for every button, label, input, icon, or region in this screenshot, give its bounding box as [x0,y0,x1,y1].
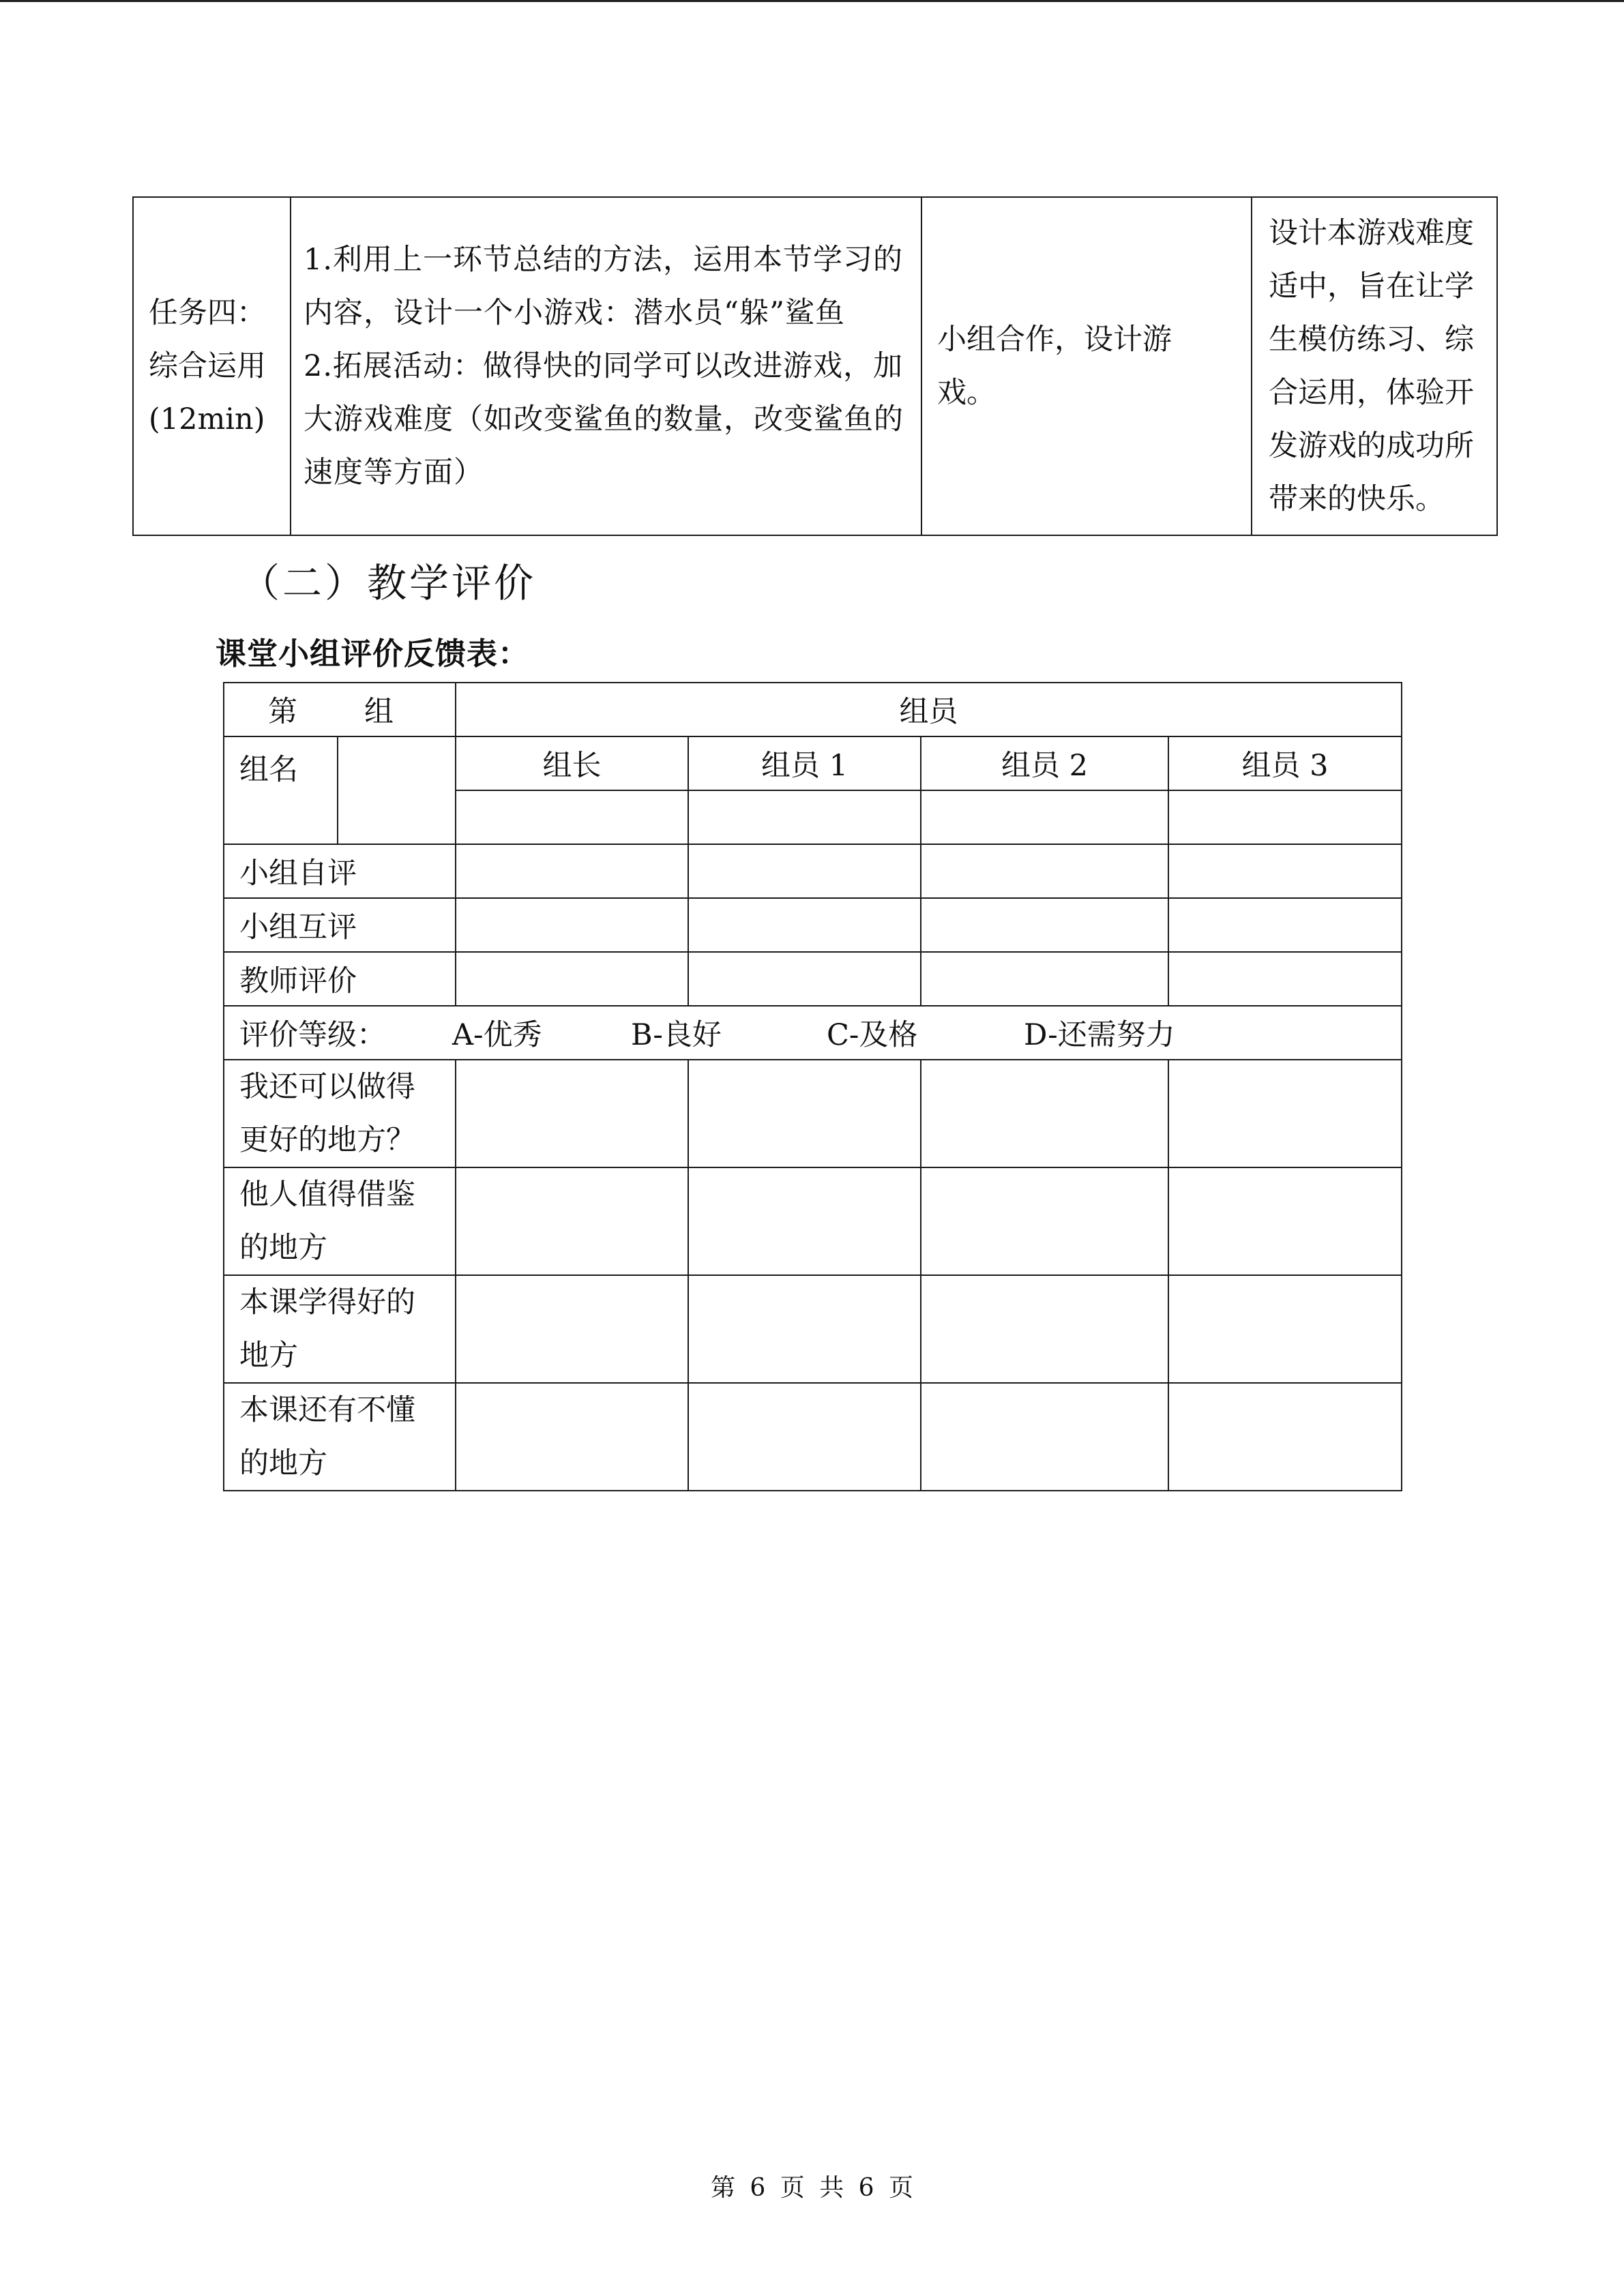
column-header-member-3: 组员 3 [1168,736,1402,790]
group-name-label: 组名 [224,736,338,844]
table-cell[interactable] [456,1275,688,1383]
group-number-cell [224,683,456,736]
not-understood-question [224,1383,456,1491]
task-row [133,197,1497,535]
table-cell[interactable] [1168,844,1402,898]
group-label-first: 第 [268,695,297,729]
column-header-member-2: 组员 2 [921,736,1168,790]
self-eval-row [224,844,1402,898]
question-line: 他人值得借鉴 [239,1178,415,1212]
table-cell[interactable] [688,1383,921,1491]
improve-question [224,1060,456,1167]
task-content-line: 内容，设计一个小游戏：潜水员“躲”鲨鱼 [304,296,845,330]
intent-line: 带来的快乐。 [1269,482,1445,516]
table-cell[interactable] [688,1060,921,1167]
table-cell[interactable] [921,898,1168,952]
members-header: 组员 [456,683,1402,736]
group-label-second: 组 [364,695,394,729]
table-cell[interactable] [688,898,921,952]
task-name-line: 综合运用 [149,349,266,383]
grade-d: D-还需努力 [1024,1018,1175,1052]
table-cell[interactable] [688,844,921,898]
table-cell[interactable] [1168,1383,1402,1491]
leader-name-cell[interactable] [456,790,688,844]
learn-from-others-row [224,1167,1402,1275]
student-activity-cell [921,197,1252,535]
task-content-line: 大游戏难度（如改变鲨鱼的数量，改变鲨鱼的 [304,402,904,436]
learned-well-row [224,1275,1402,1383]
intent-line: 发游戏的成功所 [1269,429,1474,463]
question-line: 本课还有不懂 [239,1393,415,1427]
table-cell[interactable] [1168,898,1402,952]
table-cell[interactable] [921,952,1168,1006]
not-understood-row [224,1383,1402,1491]
table-cell[interactable] [921,844,1168,898]
table-cell[interactable] [688,952,921,1006]
table-cell[interactable] [456,844,688,898]
intent-line: 生模仿练习、综 [1269,323,1474,357]
question-line: 本课学得好的 [239,1285,415,1320]
table-cell[interactable] [1168,1275,1402,1383]
column-header-member-1: 组员 1 [688,736,921,790]
table-cell[interactable] [456,1060,688,1167]
question-line: 地方 [239,1339,298,1373]
task-duration: (12min) [149,402,265,436]
member-3-name-cell[interactable] [1168,790,1402,844]
table-cell[interactable] [688,1167,921,1275]
question-line: 的地方 [239,1231,327,1265]
table-cell[interactable] [456,1167,688,1275]
table-cell[interactable] [1168,1060,1402,1167]
table-caption: 课堂小组评价反馈表： [216,636,530,672]
group-evaluation-table [223,682,1402,1491]
activity-line: 戏。 [937,376,996,410]
top-border-line [0,0,1624,2]
self-eval-label: 小组自评 [224,844,456,898]
column-header-leader: 组长 [456,736,688,790]
teacher-eval-row [224,952,1402,1006]
table-cell[interactable] [688,1275,921,1383]
section-heading: （二）教学评价 [240,560,537,606]
question-line: 更好的地方？ [239,1123,415,1157]
task-content-line: 2.拓展活动：做得快的同学可以改进游戏，加 [304,349,904,383]
task-name-cell [133,197,291,535]
task-content-line: 速度等方面） [304,456,484,490]
teacher-eval-label: 教师评价 [224,952,456,1006]
improve-row [224,1060,1402,1167]
grade-c: C-及格 [827,1018,918,1052]
intent-line: 设计本游戏难度 [1269,216,1474,250]
grade-legend-label: 评价等级： [239,1018,386,1052]
grade-a: A-优秀 [452,1018,542,1052]
member-1-name-cell[interactable] [688,790,921,844]
grade-legend-cell [224,1006,1402,1060]
intent-line: 合运用，体验开 [1269,376,1474,410]
page-number-footer: 第 6 页 共 6 页 [710,2174,914,2202]
column-header-row [224,736,1402,790]
table-cell[interactable] [456,952,688,1006]
table-cell[interactable] [921,1275,1168,1383]
task-content-line: 1.利用上一环节总结的方法，运用本节学习的 [304,243,904,277]
question-line: 的地方 [239,1446,327,1480]
design-intent-cell [1252,197,1497,535]
member-2-name-cell[interactable] [921,790,1168,844]
task-name-line: 任务四： [149,296,266,330]
grade-b: B-良好 [631,1018,722,1052]
intent-line: 适中，旨在让学 [1269,269,1474,303]
table-cell[interactable] [921,1167,1168,1275]
table-cell[interactable] [921,1060,1168,1167]
grade-legend-row [224,1006,1402,1060]
peer-eval-label: 小组互评 [224,898,456,952]
question-line: 我还可以做得 [239,1070,415,1104]
table-cell[interactable] [921,1383,1168,1491]
learn-from-others-question [224,1167,456,1275]
task-table [132,196,1498,536]
table-cell[interactable] [456,898,688,952]
header-row [224,683,1402,736]
table-cell[interactable] [456,1383,688,1491]
task-content-cell [291,197,921,535]
group-name-input-cell[interactable] [338,736,456,844]
table-cell[interactable] [1168,952,1402,1006]
peer-eval-row [224,898,1402,952]
activity-line: 小组合作，设计游 [937,323,1172,357]
table-cell[interactable] [1168,1167,1402,1275]
learned-well-question [224,1275,456,1383]
